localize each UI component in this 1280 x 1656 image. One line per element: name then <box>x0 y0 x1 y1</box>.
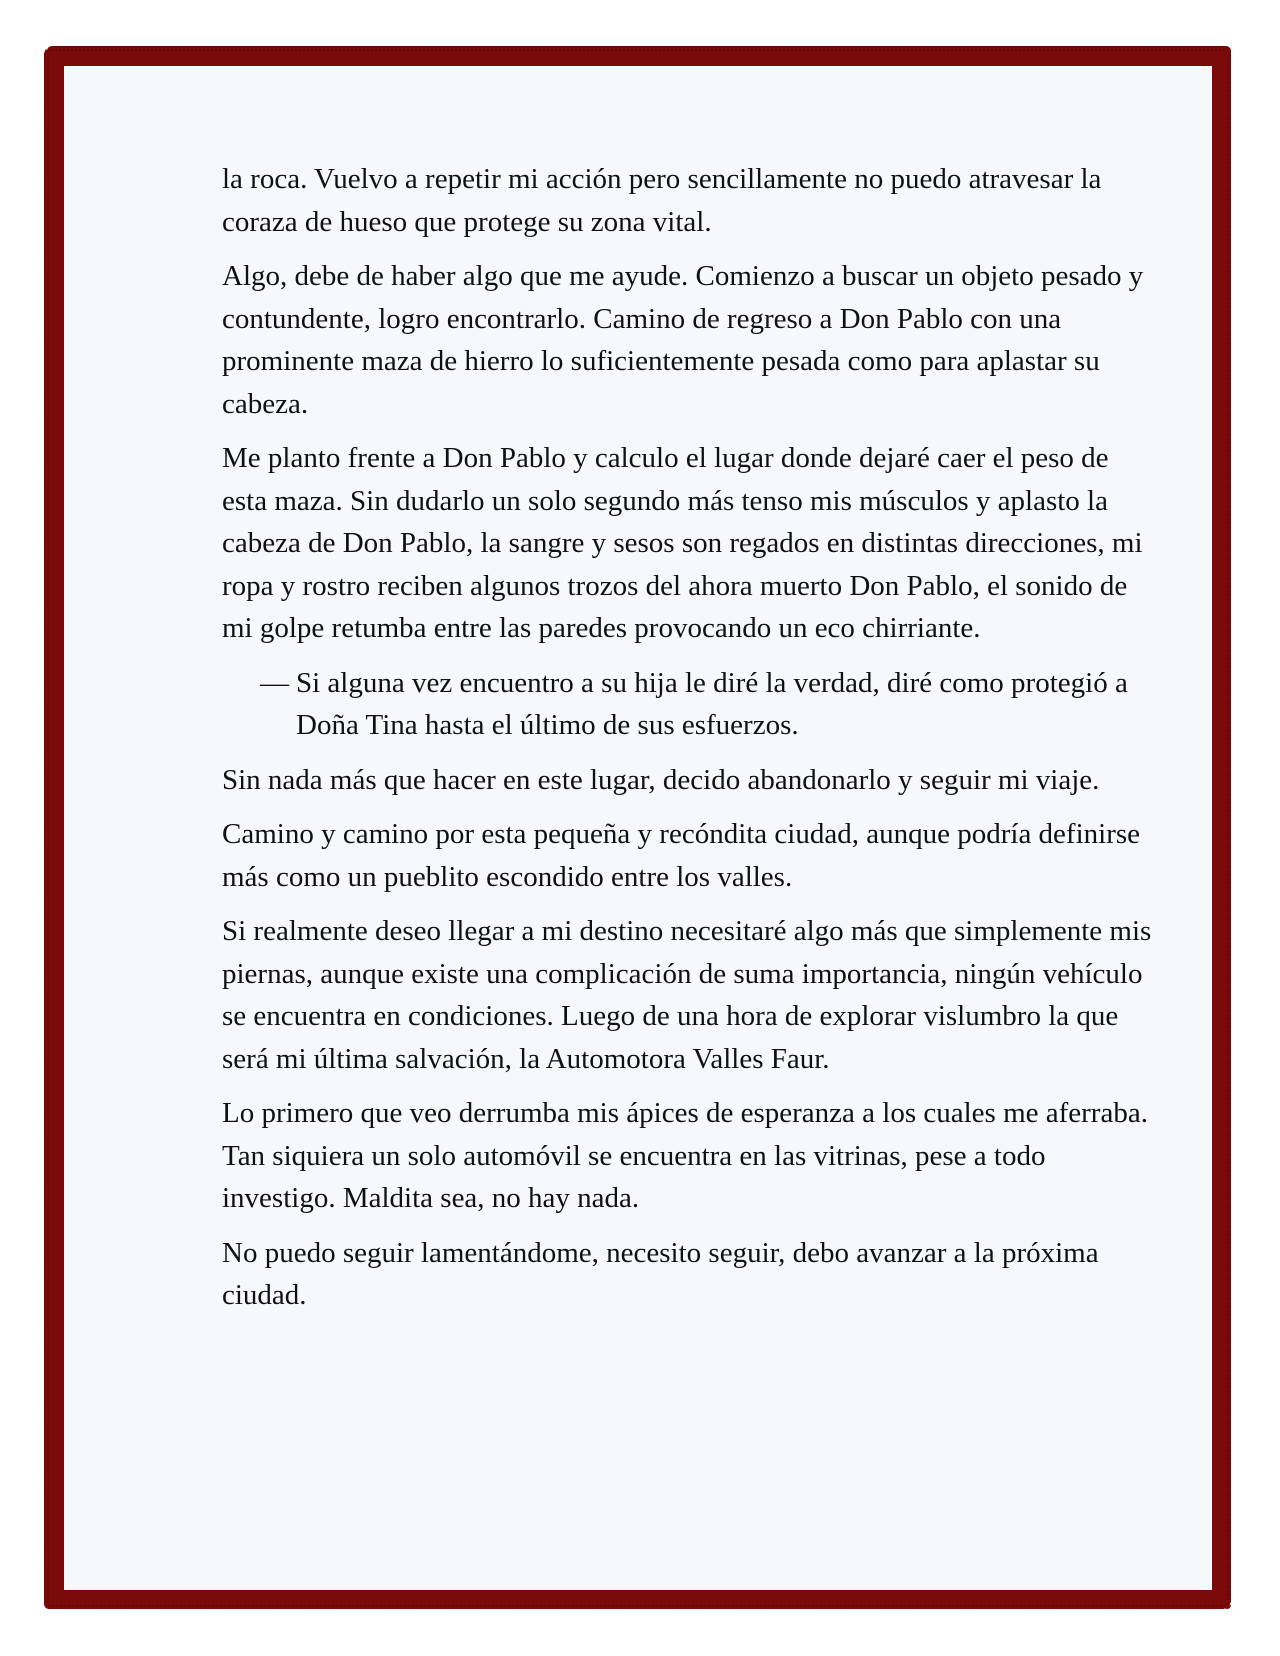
paragraph: la roca. Vuelvo a repetir mi acción pero sencillamente no puedo atravesar la coraza de hueso que protege su zona vital. <box>222 163 1102 238</box>
paragraph: Algo, debe de haber algo que me ayude. Comienzo a buscar un objeto pesado y contundente, logro encontrarlo. Camino de regreso a Don Pablo con una prominente maza de hierro lo suficientemente pesada como para aplastar su cabeza. <box>222 260 1144 420</box>
paragraph: Sin nada más que hacer en este lugar, decido abandonarlo y seguir mi viaje. <box>222 763 1100 796</box>
page-content-area <box>64 66 1212 1590</box>
paragraph: Si realmente deseo llegar a mi destino necesitaré algo más que simplemente mis piernas, aunque existe una complicación de suma importancia, ningún vehículo se encuentra en condiciones. Luego de una hora de explorar vislumbro la que será mi última salvación, la Automotora Valles Faur. <box>222 915 1152 1075</box>
paragraph: Me planto frente a Don Pablo y calculo el lugar donde dejaré caer el peso de esta maza. Sin dudarlo un solo segundo más tenso mis músculos y aplasto la cabeza de Don Pablo, la sangre y sesos son regados en distintas direcciones, mi ropa y rostro reciben algunos trozos del ahora muerto Don Pablo, el sonido de mi golpe retumba entre las paredes provocando un eco chirriante. <box>222 442 1143 644</box>
body-text-column <box>222 158 1152 1329</box>
paragraph: Lo primero que veo derrumba mis ápices de esperanza a los cuales me aferraba. Tan siquiera un solo automóvil se encuentra en las vitrinas, pese a todo investigo. Maldita sea, no hay nada. <box>222 1097 1148 1214</box>
dialogue-text: Si alguna vez encuentro a su hija le diré la verdad, diré como protegió a Doña Tina hasta el último de sus esfuerzos. <box>296 666 1128 741</box>
page-border-frame <box>48 50 1228 1606</box>
paragraph: No puedo seguir lamentándome, necesito seguir, debo avanzar a la próxima ciudad. <box>222 1236 1099 1311</box>
paragraph: Camino y camino por esta pequeña y recóndita ciudad, aunque podría definirse más como un pueblito escondido entre los valles. <box>222 818 1141 893</box>
dialogue-dash: — <box>260 666 289 699</box>
dialogue-line <box>222 662 1152 747</box>
